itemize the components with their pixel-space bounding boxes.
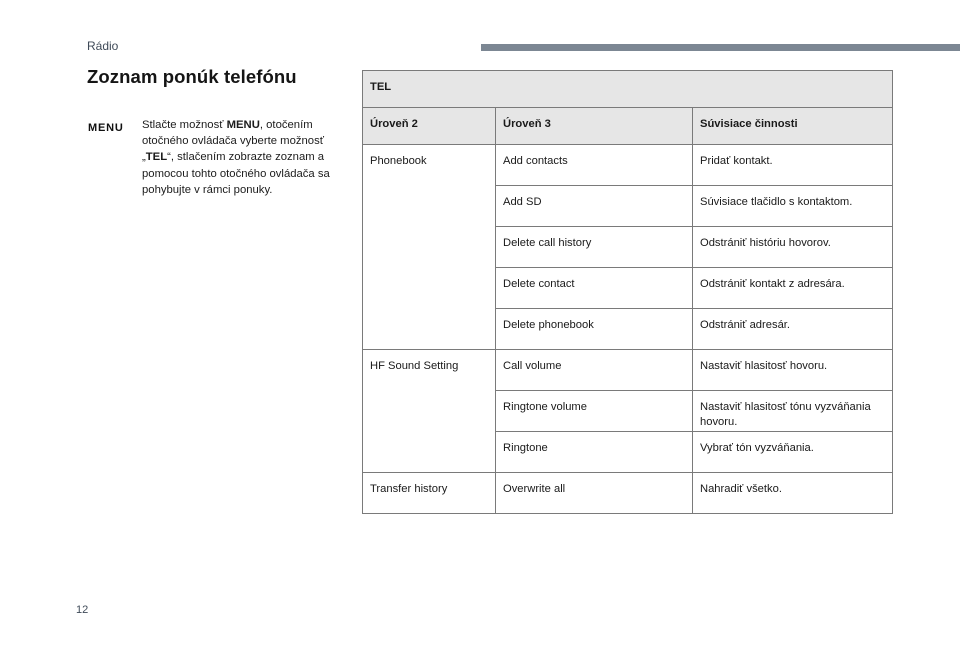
intro-text-2: , otočením otočného ovládača vyberte možnosť „: [142, 119, 324, 164]
intro-text-1: Stlačte možnosť: [142, 119, 227, 131]
cell-action: Nastaviť hlasitosť hovoru.: [693, 350, 893, 391]
cell-level3: Delete phonebook: [496, 309, 693, 350]
column-header-actions: Súvisiace činnosti: [693, 108, 893, 145]
page-number: 12: [76, 604, 89, 616]
cell-action: Súvisiace tlačidlo s kontaktom.: [693, 186, 893, 227]
cell-level3: Add SD: [496, 186, 693, 227]
cell-action: Odstrániť adresár.: [693, 309, 893, 350]
cell-action: Pridať kontakt.: [693, 145, 893, 186]
intro-paragraph: [142, 117, 347, 198]
table-body: [363, 145, 893, 514]
column-header-level2: Úroveň 2: [363, 108, 496, 145]
table-row: [363, 350, 893, 391]
cell-level3: Ringtone volume: [496, 391, 693, 432]
intro-text-3: “, stlačením zobrazte zoznam a pomocou tohto otočného ovládača sa pohybujte v rámci ponuky.: [142, 151, 330, 196]
cell-action: Odstrániť históriu hovorov.: [693, 227, 893, 268]
section-label: Rádio: [87, 39, 119, 53]
cell-level3: Call volume: [496, 350, 693, 391]
table-row: [363, 473, 893, 514]
cell-action: Odstrániť kontakt z adresára.: [693, 268, 893, 309]
cell-level3: Delete contact: [496, 268, 693, 309]
tel-menu-table: [362, 70, 893, 514]
header-bar: [481, 44, 960, 51]
cell-level3: Delete call history: [496, 227, 693, 268]
column-header-level3: Úroveň 3: [496, 108, 693, 145]
cell-level3: Overwrite all: [496, 473, 693, 514]
intro-tel: TEL: [145, 151, 168, 164]
cell-action: Nahradiť všetko.: [693, 473, 893, 514]
cell-level3: Add contacts: [496, 145, 693, 186]
table-title: TEL: [363, 71, 893, 108]
page-title: Zoznam ponúk telefónu: [87, 66, 297, 87]
menu-key-label: MENU: [88, 122, 124, 134]
cell-level2: HF Sound Setting: [363, 350, 496, 473]
intro-menu: MENU: [226, 119, 260, 131]
cell-level2: Phonebook: [363, 145, 496, 350]
cell-action: Nastaviť hlasitosť tónu vyzváňania hovoru.: [693, 391, 893, 432]
table-row: [363, 145, 893, 186]
cell-level2: Transfer history: [363, 473, 496, 514]
cell-action: Vybrať tón vyzváňania.: [693, 432, 893, 473]
cell-level3: Ringtone: [496, 432, 693, 473]
